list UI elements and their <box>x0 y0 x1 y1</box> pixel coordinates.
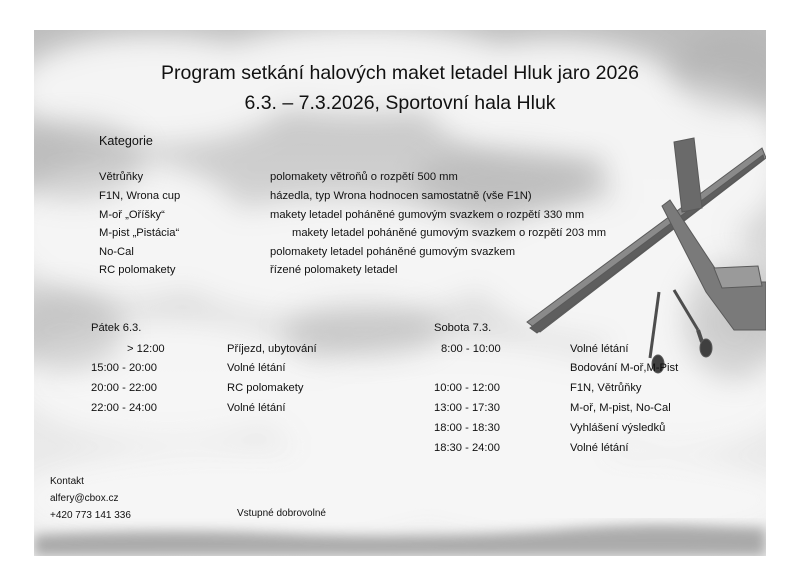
schedule-event: M-oř, M-pist, No-Cal <box>570 402 671 414</box>
category-description: řízené polomakety letadel <box>270 264 398 276</box>
poster-subtitle: 6.3. – 7.3.2026, Sportovní hala Hluk <box>244 92 556 114</box>
category-description: polomakety letadel poháněné gumovým svazkem <box>270 246 516 258</box>
category-name: M-oř „Oříšky“ <box>99 209 165 221</box>
schedule-time: 20:00 - 22:00 <box>91 382 157 394</box>
entry-note: Vstupné dobrovolné <box>237 508 326 519</box>
schedule-time: 15:00 - 20:00 <box>91 362 157 374</box>
schedule-time: 22:00 - 24:00 <box>91 402 157 414</box>
schedule-time: 8:00 - 10:00 <box>441 343 501 355</box>
schedule-time: 18:30 - 24:00 <box>434 442 500 454</box>
category-name: RC polomakety <box>99 264 176 276</box>
schedule-time: 13:00 - 17:30 <box>434 402 500 414</box>
category-description: polomakety větroňů o rozpětí 500 mm <box>270 171 458 183</box>
schedule-event: Bodování M-oř,M-Pist <box>570 362 679 374</box>
category-name: Větrůňky <box>99 171 144 183</box>
contact-phone: +420 773 141 336 <box>50 510 131 521</box>
saturday-heading: Sobota 7.3. <box>434 322 492 334</box>
schedule-event: RC polomakety <box>227 382 304 394</box>
category-name: M-pist „Pistácia“ <box>99 227 180 239</box>
friday-heading: Pátek 6.3. <box>91 322 142 334</box>
schedule-event: F1N, Větrůňky <box>570 382 642 394</box>
schedule-event: Příjezd, ubytování <box>227 343 317 355</box>
category-name: No-Cal <box>99 246 134 258</box>
schedule-event: Volné létání <box>227 402 286 414</box>
category-description: házedla, typ Wrona hodnocen samostatně (vše F1N) <box>270 190 532 202</box>
schedule-event: Volné létání <box>570 442 629 454</box>
categories-heading: Kategorie <box>99 134 153 148</box>
schedule-event: Vyhlášení výsledků <box>570 422 666 434</box>
schedule-event: Volné létání <box>227 362 286 374</box>
schedule-time: 18:00 - 18:30 <box>434 422 500 434</box>
contact-heading: Kontakt <box>50 476 84 487</box>
schedule-event: Volné létání <box>570 343 629 355</box>
poster-title: Program setkání halových maket letadel Hluk jaro 2026 <box>161 62 639 84</box>
schedule-time: > 12:00 <box>127 343 165 355</box>
contact-email: alfery@cbox.cz <box>50 493 119 504</box>
category-description: makety letadel poháněné gumovým svazkem o rozpětí 203 mm <box>292 227 607 239</box>
schedule-time: 10:00 - 12:00 <box>434 382 500 394</box>
category-description: makety letadel poháněné gumovým svazkem o rozpětí 330 mm <box>270 209 585 221</box>
category-name: F1N, Wrona cup <box>99 190 181 202</box>
